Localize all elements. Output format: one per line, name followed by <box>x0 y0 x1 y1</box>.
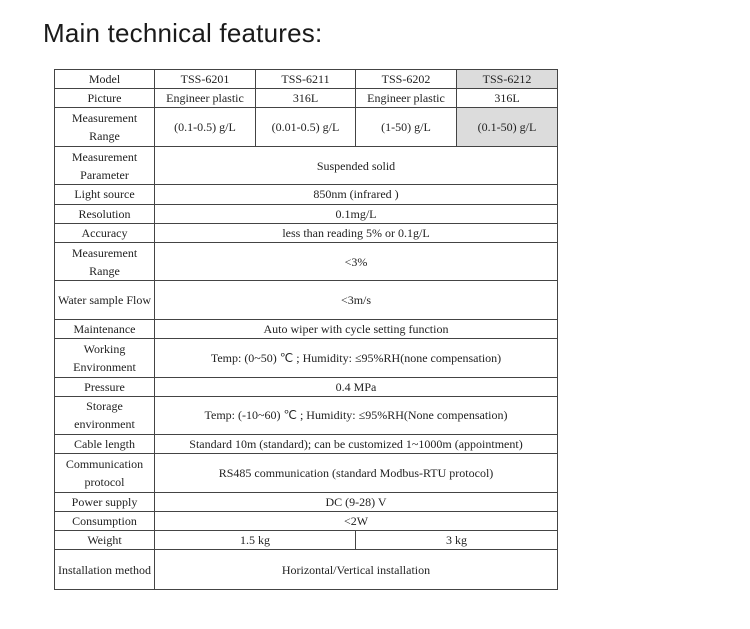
row-label: Accuracy <box>55 223 155 242</box>
weight-cell: 3 kg <box>356 531 558 550</box>
row-label: Cable length <box>55 435 155 454</box>
page-title: Main technical features: <box>43 18 323 48</box>
spec-table <box>54 69 558 590</box>
range-cell: (0.1-0.5) g/L <box>155 108 256 146</box>
row-label: Storage environment <box>55 396 155 434</box>
table-row <box>55 89 558 108</box>
table-row <box>55 185 558 204</box>
table-row <box>55 454 558 492</box>
value-cell: <3m/s <box>155 281 558 319</box>
value-cell: Horizontal/Vertical installation <box>155 550 558 590</box>
row-label: Working Environment <box>55 339 155 377</box>
table-row <box>55 223 558 242</box>
table-row <box>55 512 558 531</box>
table-row <box>55 396 558 434</box>
value-cell: less than reading 5% or 0.1g/L <box>155 223 558 242</box>
row-label: Water sample Flow <box>55 281 155 319</box>
value-cell: RS485 communication (standard Modbus-RTU protocol) <box>155 454 558 492</box>
value-cell: 850nm (infrared ) <box>155 185 558 204</box>
row-label: Communication protocol <box>55 454 155 492</box>
table-row <box>55 281 558 319</box>
row-label: Consumption <box>55 512 155 531</box>
value-cell: 0.4 MPa <box>155 377 558 396</box>
weight-cell: 1.5 kg <box>155 531 356 550</box>
model-cell: TSS-6212 <box>457 70 558 89</box>
row-label: Picture <box>55 89 155 108</box>
model-cell: TSS-6211 <box>256 70 356 89</box>
table-row <box>55 339 558 377</box>
row-label: Pressure <box>55 377 155 396</box>
picture-cell: 316L <box>457 89 558 108</box>
value-cell: Standard 10m (standard); can be customized 1~1000m (appointment) <box>155 435 558 454</box>
model-cell: TSS-6201 <box>155 70 256 89</box>
picture-cell: Engineer plastic <box>356 89 457 108</box>
row-label: Light source <box>55 185 155 204</box>
row-label: Weight <box>55 531 155 550</box>
model-cell: TSS-6202 <box>356 70 457 89</box>
table-row <box>55 435 558 454</box>
value-cell: Temp: (0~50) ℃ ; Humidity: ≤95%RH(none compensation) <box>155 339 558 377</box>
table-row <box>55 70 558 89</box>
value-cell: Temp: (-10~60) ℃ ; Humidity: ≤95%RH(None compensation) <box>155 396 558 434</box>
range-cell: (0.01-0.5) g/L <box>256 108 356 146</box>
table-row <box>55 108 558 146</box>
value-cell: 0.1mg/L <box>155 204 558 223</box>
row-label: Installation method <box>55 550 155 590</box>
row-label: Maintenance <box>55 319 155 338</box>
picture-cell: 316L <box>256 89 356 108</box>
table-row <box>55 550 558 590</box>
row-label: Measurement Range <box>55 108 155 146</box>
table-row <box>55 319 558 338</box>
row-label: Measurement Range <box>55 242 155 280</box>
row-label: Resolution <box>55 204 155 223</box>
table-row <box>55 531 558 550</box>
value-cell: Suspended solid <box>155 146 558 184</box>
row-label: Power supply <box>55 492 155 511</box>
value-cell: Auto wiper with cycle setting function <box>155 319 558 338</box>
table-row <box>55 242 558 280</box>
row-label: Model <box>55 70 155 89</box>
picture-cell: Engineer plastic <box>155 89 256 108</box>
table-row <box>55 492 558 511</box>
value-cell: <3% <box>155 242 558 280</box>
range-cell: (0.1-50) g/L <box>457 108 558 146</box>
value-cell: DC (9-28) V <box>155 492 558 511</box>
table-row <box>55 204 558 223</box>
row-label: Measurement Parameter <box>55 146 155 184</box>
value-cell: <2W <box>155 512 558 531</box>
table-row <box>55 146 558 184</box>
table-row <box>55 377 558 396</box>
range-cell: (1-50) g/L <box>356 108 457 146</box>
